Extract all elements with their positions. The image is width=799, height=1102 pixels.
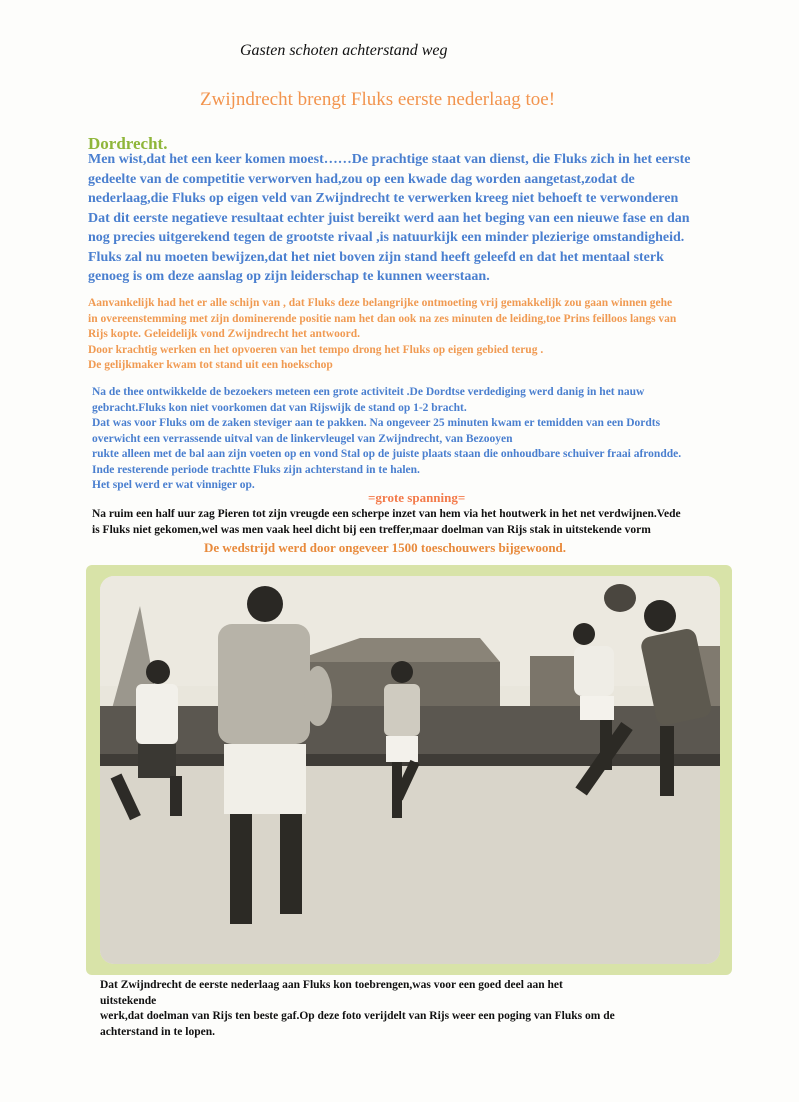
match-photo [100, 576, 720, 964]
paragraph-line: Na de thee ontwikkelde de bezoekers meteen een grote activiteit .De Dordtse verdediging werd danig in het nauw [92, 386, 645, 398]
paragraph-line: Het spel werd er wat vinniger op. [92, 479, 255, 491]
caption-line: Dat Zwijndrecht de eerste nederlaag aan Fluks kon toebrengen,was voor een goed deel aan het [100, 979, 563, 991]
intro-line: Men wist,dat het een keer komen moest……De prachtige staat van dienst, die Fluks zich in het eerste [88, 152, 691, 167]
intro-line: nog precies uitgerekend tegen de grootste rivaal ,is natuurkijk een minder plezierige omstandigheid. [88, 230, 685, 245]
intro-line: Fluks zal nu moeten bewijzen,dat het niet boven zijn stand heeft geleefd en dat het mentaal sterk [88, 249, 664, 265]
football-match-illustration [100, 576, 720, 964]
dateline: Dordrecht. [88, 134, 168, 153]
paragraph-line: Door krachtig werken en het opvoeren van het tempo drong het Fluks op eigen gebied terug . [88, 343, 544, 356]
first-half-paragraph [88, 296, 768, 374]
paragraph-line: overwicht een verrassende uitval van de linkervleugel van Zwijndrecht, van Bezooyen [92, 432, 513, 445]
subheading: =grote spanning= [368, 490, 466, 505]
attendance-line: De wedstrijd werd door ongeveer 1500 toeschouwers bijgewoond. [204, 540, 567, 555]
paragraph-line: in overeenstemming met zijn dominerende positie nam het dan ook na zes minuten de leiding,toe Prins feilloos langs van [88, 312, 677, 325]
intro-line: nederlaag,die Fluks op eigen veld van Zwijndrecht te verwerken kreeg niet behoeft te verwonderen [88, 191, 679, 206]
paragraph-line: is Fluks niet gekomen,wel was men vaak heel dicht bij een treffer,maar doelman van Rijs stak in uitstekende vorm [92, 523, 651, 536]
paragraph-line: Aanvankelijk had het er alle schijn van , dat Fluks deze belangrijke ontmoeting vrij gemakkelijk zou gaan winnen gehe [88, 297, 673, 309]
paragraph-line: rukte alleen met de bal aan zijn voeten op en vond Stal op de juiste plaats staan die onhoudbare schuiver fraai afrondde. [92, 448, 682, 460]
caption-line: werk,dat doelman van Rijs ten beste gaf.Op deze foto verijdelt van Rijs weer een poging van Fluks om de [100, 1010, 615, 1022]
photo-caption [100, 978, 740, 1040]
paragraph-line: Rijs kopte. Geleidelijk vond Zwijndrecht het antwoord. [88, 328, 360, 341]
paragraph-line: Na ruim een half uur zag Pieren tot zijn vreugde een scherpe inzet van hem via het houtwerk in het net verdwijnen.Vede [92, 508, 681, 520]
intro-line: genoeg is om deze aanslag op zijn leiderschap te kunnen weerstaan. [88, 269, 490, 284]
paragraph-line: De gelijkmaker kwam tot stand uit een hoekschop [88, 359, 333, 372]
second-half-paragraph [92, 385, 772, 494]
intro-paragraph [88, 150, 768, 287]
headline: Zwijndrecht brengt Fluks eerste nederlaag toe! [200, 89, 556, 110]
caption-line: achterstand in te lopen. [100, 1025, 215, 1038]
caption-line: uitstekende [100, 994, 157, 1007]
kicker: Gasten schoten achterstand weg [240, 42, 448, 59]
intro-line: gedeelte van de competitie verworven had,zou op een kwade dag worden aangetast,zodat de [88, 171, 635, 187]
paragraph-line: Inde resterende periode trachtte Fluks zijn achterstand in te halen. [92, 463, 420, 476]
paragraph-line: gebracht.Fluks kon niet voorkomen dat van Rijswijk de stand op 1-2 bracht. [92, 401, 467, 414]
paragraph-line: Dat was voor Fluks om de zaken steviger aan te pakken. Na ongeveer 25 minuten kwam er temidden van een Dordts [92, 417, 661, 429]
closing-paragraph [92, 507, 772, 538]
intro-line: Dat dit eerste negatieve resultaat echter juist bereikt werd aan het beging van een nieuwe fase en dan [88, 210, 690, 226]
